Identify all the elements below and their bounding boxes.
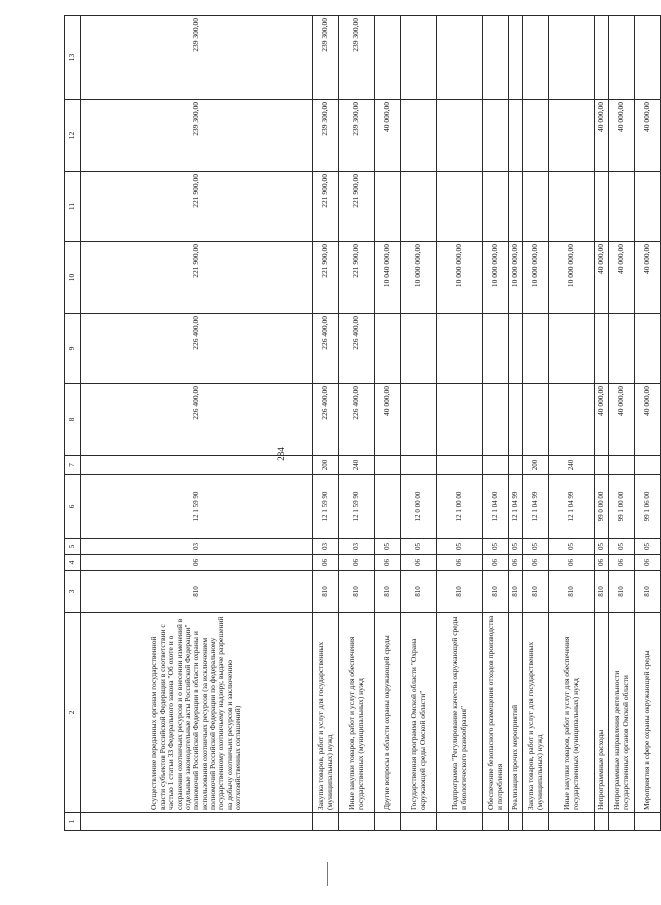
row-expense-type (437, 456, 483, 475)
row-amount-10: 221 900,00 (81, 242, 313, 314)
row-amount-9 (595, 314, 609, 384)
row-amount-8 (437, 384, 483, 456)
table-row (523, 16, 549, 831)
row-ministry-code: 810 (595, 571, 609, 613)
table-row (401, 16, 437, 831)
row-amount-10: 10 000 000,00 (437, 242, 483, 314)
row-col-1 (523, 813, 549, 831)
table-row (81, 16, 313, 831)
row-col-1 (509, 813, 523, 831)
row-ministry-code: 810 (523, 571, 549, 613)
row-name: Иные закупки товаров, работ и услуг для обеспечения государственных (муниципальных) нужд (339, 613, 375, 813)
row-expense-type (635, 456, 661, 475)
row-amount-8: 40 000,00 (635, 384, 661, 456)
row-amount-13: 239 300,00 (339, 16, 375, 100)
row-amount-12: 239 300,00 (339, 100, 375, 172)
row-target-code: 99 1 06 00 (635, 475, 661, 539)
table-row (437, 16, 483, 831)
row-amount-12: 40 000,00 (635, 100, 661, 172)
row-expense-type (483, 456, 509, 475)
row-amount-8 (549, 384, 595, 456)
row-target-code: 99 1 00 00 (609, 475, 635, 539)
row-amount-11 (549, 172, 595, 242)
col-header-1: 1 (65, 813, 81, 831)
col-header-7: 7 (65, 456, 81, 475)
col-header-8: 8 (65, 384, 81, 456)
row-ministry-code: 810 (375, 571, 401, 613)
row-ministry-code: 810 (81, 571, 313, 613)
row-amount-9 (635, 314, 661, 384)
table-row (595, 16, 609, 831)
col-header-2: 2 (65, 613, 81, 813)
row-amount-13 (635, 16, 661, 100)
row-amount-9 (375, 314, 401, 384)
row-amount-9 (437, 314, 483, 384)
row-expense-type: 200 (313, 456, 339, 475)
row-expense-type (509, 456, 523, 475)
row-amount-9 (509, 314, 523, 384)
row-section-code: 06 (81, 555, 313, 571)
row-name: Подпрограмма "Регулирование качества окружающей среды и биологического разнообразия" (437, 613, 483, 813)
col-header-12: 12 (65, 100, 81, 172)
row-amount-10: 10 040 000,00 (375, 242, 401, 314)
row-ministry-code: 810 (509, 571, 523, 613)
row-amount-10: 10 000 000,00 (523, 242, 549, 314)
row-section-code: 06 (595, 555, 609, 571)
row-amount-9 (523, 314, 549, 384)
row-ministry-code: 810 (609, 571, 635, 613)
col-header-11: 11 (65, 172, 81, 242)
row-target-code: 12 1 04 99 (509, 475, 523, 539)
row-name: Государственная программа Омской области "Охрана окружающей среды Омской области" (401, 613, 437, 813)
row-expense-type: 200 (523, 456, 549, 475)
row-col-1 (375, 813, 401, 831)
table-row (549, 16, 595, 831)
row-name: Мероприятия в сфере охраны окружающей среды (635, 613, 661, 813)
col-header-13: 13 (65, 16, 81, 100)
row-target-code: 12 1 00 00 (437, 475, 483, 539)
row-col-1 (313, 813, 339, 831)
row-target-code (375, 475, 401, 539)
row-amount-8: 226 400,00 (81, 384, 313, 456)
col-header-9: 9 (65, 314, 81, 384)
row-name: Закупка товаров, работ и услуг для государственных (муниципальных) нужд (313, 613, 339, 813)
row-amount-11 (509, 172, 523, 242)
row-amount-11 (375, 172, 401, 242)
row-amount-11 (523, 172, 549, 242)
row-section-code: 06 (483, 555, 509, 571)
row-amount-10: 10 000 000,00 (549, 242, 595, 314)
row-amount-11: 221 900,00 (339, 172, 375, 242)
table-row (375, 16, 401, 831)
row-amount-11 (483, 172, 509, 242)
row-target-code: 12 1 59 90 (81, 475, 313, 539)
row-subsection-code: 05 (635, 539, 661, 555)
budget-table-frame (64, 18, 652, 831)
row-name: Закупка товаров, работ и услуг для государственных (муниципальных) нужд (523, 613, 549, 813)
row-amount-13: 239 300,00 (81, 16, 313, 100)
row-ministry-code: 810 (483, 571, 509, 613)
row-subsection-code: 03 (339, 539, 375, 555)
row-expense-type (81, 456, 313, 475)
row-subsection-code: 05 (595, 539, 609, 555)
row-amount-10: 221 900,00 (339, 242, 375, 314)
row-target-code: 12 0 00 00 (401, 475, 437, 539)
row-amount-13 (401, 16, 437, 100)
row-amount-13 (509, 16, 523, 100)
budget-table-body (65, 16, 661, 831)
row-amount-13 (523, 16, 549, 100)
row-section-code: 06 (401, 555, 437, 571)
col-header-5: 5 (65, 539, 81, 555)
row-col-1 (609, 813, 635, 831)
col-header-4: 4 (65, 555, 81, 571)
row-amount-12: 40 000,00 (375, 100, 401, 172)
row-section-code: 06 (635, 555, 661, 571)
row-expense-type: 240 (339, 456, 375, 475)
row-amount-8: 40 000,00 (595, 384, 609, 456)
row-col-1 (549, 813, 595, 831)
row-amount-9 (483, 314, 509, 384)
row-amount-11: 221 900,00 (313, 172, 339, 242)
row-amount-13 (595, 16, 609, 100)
row-amount-13 (609, 16, 635, 100)
row-amount-12: 40 000,00 (595, 100, 609, 172)
table-row (509, 16, 523, 831)
row-amount-11 (635, 172, 661, 242)
row-amount-8: 40 000,00 (609, 384, 635, 456)
row-amount-9: 226 400,00 (313, 314, 339, 384)
row-amount-12 (483, 100, 509, 172)
row-section-code: 06 (375, 555, 401, 571)
row-amount-10: 40 000,00 (609, 242, 635, 314)
row-target-code: 12 1 59 90 (313, 475, 339, 539)
row-amount-11 (609, 172, 635, 242)
row-amount-9 (609, 314, 635, 384)
row-ministry-code: 810 (437, 571, 483, 613)
row-amount-8: 226 400,00 (313, 384, 339, 456)
table-row (635, 16, 661, 831)
row-amount-12 (509, 100, 523, 172)
row-section-code: 06 (609, 555, 635, 571)
row-section-code: 06 (549, 555, 595, 571)
row-amount-8: 226 400,00 (339, 384, 375, 456)
row-name: Иные закупки товаров, работ и услуг для обеспечения государственных (муниципальных) нужд (549, 613, 595, 813)
row-subsection-code: 05 (609, 539, 635, 555)
row-ministry-code: 810 (549, 571, 595, 613)
row-expense-type (609, 456, 635, 475)
row-col-1 (483, 813, 509, 831)
row-section-code: 06 (523, 555, 549, 571)
row-amount-13: 239 300,00 (313, 16, 339, 100)
row-section-code: 06 (437, 555, 483, 571)
row-amount-8 (483, 384, 509, 456)
row-ministry-code: 810 (401, 571, 437, 613)
row-section-code: 06 (313, 555, 339, 571)
row-subsection-code: 05 (401, 539, 437, 555)
row-section-code: 06 (509, 555, 523, 571)
row-amount-10: 10 000 000,00 (483, 242, 509, 314)
scan-artifact-line (327, 862, 328, 886)
row-target-code: 12 1 59 90 (339, 475, 375, 539)
row-ministry-code: 810 (339, 571, 375, 613)
table-row (313, 16, 339, 831)
row-name: Другие вопросы в области охраны окружающей среды (375, 613, 401, 813)
row-amount-10: 10 000 000,00 (509, 242, 523, 314)
row-col-1 (81, 813, 313, 831)
row-amount-10: 10 000 000,00 (401, 242, 437, 314)
row-section-code: 06 (339, 555, 375, 571)
row-amount-12: 239 300,00 (313, 100, 339, 172)
row-col-1 (437, 813, 483, 831)
row-subsection-code: 03 (81, 539, 313, 555)
row-amount-13 (483, 16, 509, 100)
row-amount-12: 40 000,00 (609, 100, 635, 172)
row-name: Реализация прочих мероприятий (509, 613, 523, 813)
column-number-row (65, 16, 81, 831)
row-amount-10: 40 000,00 (635, 242, 661, 314)
rotated-table-container (64, 18, 652, 831)
row-subsection-code: 05 (483, 539, 509, 555)
row-amount-8 (401, 384, 437, 456)
row-amount-13 (375, 16, 401, 100)
row-amount-12 (549, 100, 595, 172)
budget-table (64, 15, 661, 831)
row-expense-type (375, 456, 401, 475)
row-col-1 (339, 813, 375, 831)
row-name: Осуществление переданных органам государственной власти субъектов Российской Федерации в соответствии с частью 1 статьи 33 Федерального закона "Об охоте и о сохранении охотничьих ресурсов и о внесении изменений в отдельные законодательные акты Российской Федерации" полномочий Российской Федерации в области охраны и использования охотничьих ресурсов (за исключением полномочий Российской Федерации по федеральному государственному охотничьему надзору, выдаче разрешений на добычу охотничьих ресурсов и заключению охотхозяйственных соглашений) (81, 613, 313, 813)
row-col-1 (401, 813, 437, 831)
row-expense-type (401, 456, 437, 475)
row-col-1 (635, 813, 661, 831)
row-amount-8 (509, 384, 523, 456)
row-amount-9: 226 400,00 (339, 314, 375, 384)
row-col-1 (595, 813, 609, 831)
row-name: Непрограммные направления деятельности государственных органов Омской области (609, 613, 635, 813)
row-subsection-code: 03 (313, 539, 339, 555)
row-amount-11 (401, 172, 437, 242)
row-name: Обеспечение безопасного размещения отходов производства и потребления (483, 613, 509, 813)
row-amount-8: 40 000,00 (375, 384, 401, 456)
row-expense-type (595, 456, 609, 475)
table-row (339, 16, 375, 831)
row-amount-9 (549, 314, 595, 384)
row-amount-12 (401, 100, 437, 172)
row-amount-11 (595, 172, 609, 242)
row-amount-12: 239 300,00 (81, 100, 313, 172)
row-subsection-code: 05 (437, 539, 483, 555)
row-target-code: 12 1 04 00 (483, 475, 509, 539)
row-amount-10: 40 000,00 (595, 242, 609, 314)
row-amount-9 (401, 314, 437, 384)
row-subsection-code: 05 (523, 539, 549, 555)
row-target-code: 12 1 04 99 (549, 475, 595, 539)
row-amount-9: 226 400,00 (81, 314, 313, 384)
col-header-6: 6 (65, 475, 81, 539)
row-expense-type: 240 (549, 456, 595, 475)
row-ministry-code: 810 (635, 571, 661, 613)
page-number: 284 (276, 447, 286, 461)
row-subsection-code: 05 (509, 539, 523, 555)
row-amount-11: 221 900,00 (81, 172, 313, 242)
row-subsection-code: 05 (375, 539, 401, 555)
row-amount-12 (437, 100, 483, 172)
row-target-code: 12 1 04 99 (523, 475, 549, 539)
row-amount-13 (549, 16, 595, 100)
row-amount-12 (523, 100, 549, 172)
row-ministry-code: 810 (313, 571, 339, 613)
row-target-code: 99 0 00 00 (595, 475, 609, 539)
col-header-3: 3 (65, 571, 81, 613)
row-name: Непрограммные расходы (595, 613, 609, 813)
row-amount-8 (523, 384, 549, 456)
col-header-10: 10 (65, 242, 81, 314)
row-amount-10: 221 900,00 (313, 242, 339, 314)
row-amount-13 (437, 16, 483, 100)
row-amount-11 (437, 172, 483, 242)
row-subsection-code: 05 (549, 539, 595, 555)
table-row (483, 16, 509, 831)
table-row (609, 16, 635, 831)
